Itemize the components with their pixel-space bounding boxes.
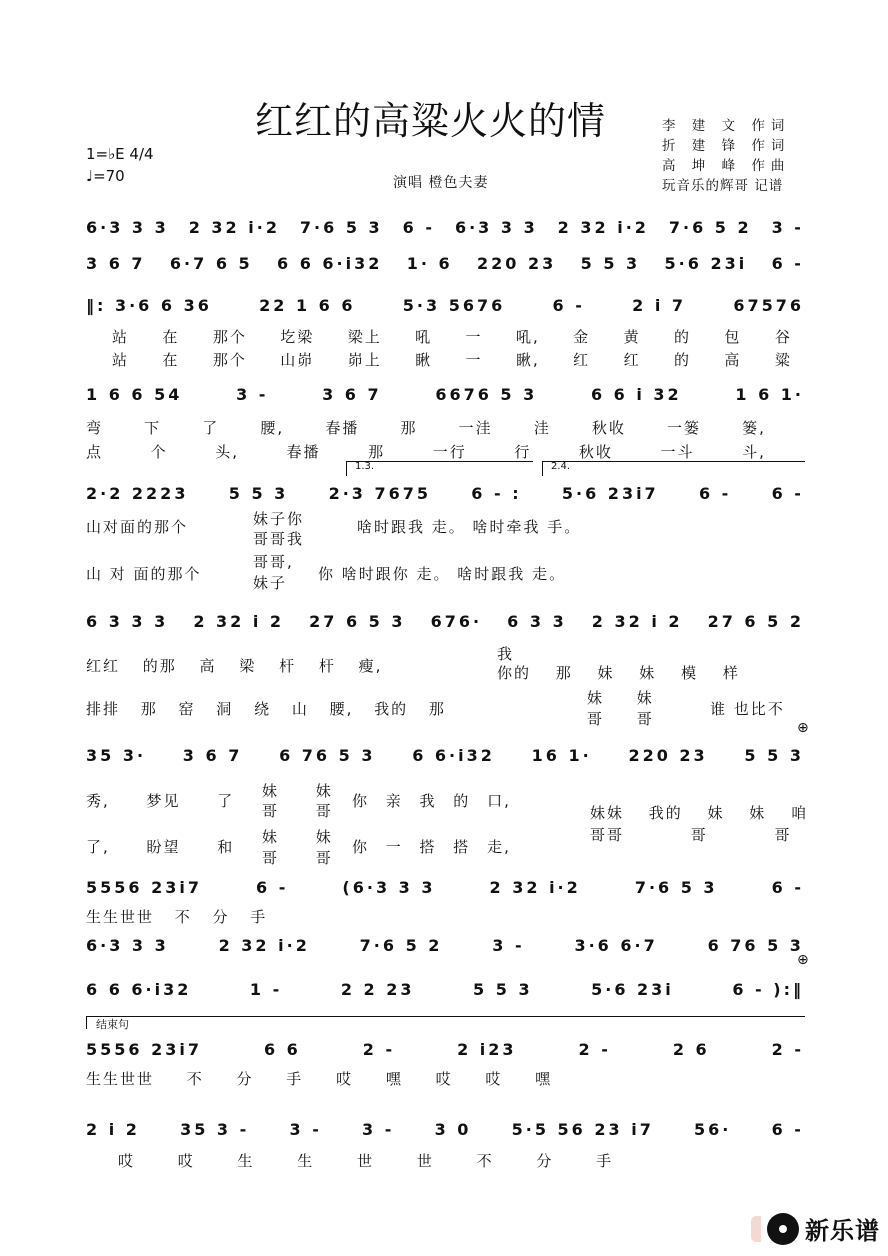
measure: 6 6 6·i32	[86, 980, 192, 999]
measure: 5·6 23i7	[561, 484, 659, 503]
lyric-row-12: 哎 哎 生 生 世 世 不 分 手	[118, 1152, 614, 1170]
measure: 3 6 7	[86, 254, 146, 273]
lyric-row-7-b: 妹 妹	[262, 782, 333, 800]
measure: 2 32 i·2	[489, 878, 581, 897]
measure: 56·	[694, 1120, 732, 1139]
measure: 6 3 3 3	[86, 612, 169, 631]
measure: 6 -	[771, 254, 804, 273]
lyric-row-5-g: 妹子	[253, 574, 288, 592]
measure: 3 0	[434, 1120, 472, 1139]
measure: 2 -	[362, 1040, 396, 1059]
measure: 6·3 3 3	[86, 936, 169, 955]
measure: 2 6	[672, 1040, 710, 1059]
staff-row-3	[86, 296, 804, 320]
measure: ‖: 3·6 6 36	[86, 296, 212, 315]
coda-icon: ⊕	[797, 720, 809, 736]
measure: 3·6 6·7	[574, 936, 658, 955]
lyric-row-3-verse-1: 站 在 那个 圪梁 梁上 吼 一 吼, 金 黄 的 包 谷	[112, 328, 792, 346]
measure: 220 23	[628, 746, 708, 765]
measure: 1 6 6 54	[86, 385, 183, 404]
measure: 6 3 3	[507, 612, 567, 631]
record-disc-icon	[767, 1213, 799, 1245]
measure: 16 1·	[531, 746, 592, 765]
staff-row-10	[86, 980, 804, 1004]
logo-text: 新乐谱	[805, 1217, 880, 1245]
measure: 6·7 6 5	[169, 254, 253, 273]
measure: 2·3 7675	[328, 484, 432, 503]
staff-row-12	[86, 1120, 804, 1144]
measure: 5·6 23i	[664, 254, 748, 273]
measure: 35 3 -	[180, 1120, 250, 1139]
lyric-row-7-g: 哥 哥	[262, 849, 333, 867]
staff-row-7	[86, 746, 804, 770]
measure: 67576	[733, 296, 804, 315]
site-logo	[751, 1211, 880, 1246]
volta-2: 2.4.	[542, 461, 805, 476]
measure: 6 -	[552, 296, 585, 315]
singer-credit: 演唱 橙色夫妻	[393, 175, 489, 191]
measure: 6 76 5 3	[279, 746, 376, 765]
measure: 3 -	[771, 218, 804, 237]
lyric-row-7-f: 妹 妹	[262, 828, 333, 846]
lyric-row-7-j: 哥哥 哥 哥	[590, 826, 792, 844]
measure: 6·3 3 3	[86, 218, 169, 237]
measure: 676·	[430, 612, 483, 631]
staff-row-9	[86, 936, 804, 960]
measure: 3 -	[492, 936, 525, 955]
lyric-row-6-e: 妹 妹	[587, 689, 654, 707]
lyric-row-7-c: 哥 哥	[262, 802, 333, 820]
credit-composer: 高 坤 峰 作曲	[662, 158, 791, 174]
staff-row-5	[86, 484, 804, 508]
lyric-row-5-d: 啥时跟我 走。 啥时牵我 手。	[357, 518, 582, 536]
measure: 5 5 3	[473, 980, 533, 999]
lyric-row-5-b: 妹子你	[253, 510, 305, 528]
staff-row-6	[86, 612, 804, 636]
lyric-row-11: 生生世世 不 分 手 哎 嘿 哎 哎 嘿	[86, 1070, 553, 1088]
lyric-row-8: 生生世世 不 分 手	[86, 908, 268, 926]
measure: 2 32 i·2	[188, 218, 280, 237]
staff-row-8	[86, 878, 804, 902]
measure: 6 76 5 3	[707, 936, 804, 955]
measure: 6 -	[771, 484, 804, 503]
staff-row-1	[86, 218, 804, 242]
measure: 22 1 6 6	[259, 296, 356, 315]
measure: 6 -	[771, 1120, 804, 1139]
measure: 3 -	[236, 385, 269, 404]
lyric-row-5-f: 哥哥,	[253, 553, 294, 571]
lyric-row-3-verse-2: 站 在 那个 山峁 峁上 瞅 一 瞅, 红 红 的 高 粱	[112, 351, 792, 369]
measure: 5 5 3	[228, 484, 289, 503]
measure: 6 6 i 32	[590, 385, 682, 404]
lyric-row-5-c: 哥哥我	[253, 530, 305, 548]
measure: 3 6 7	[322, 385, 382, 404]
staff-row-11	[86, 1040, 804, 1064]
measure: 3 6 7	[182, 746, 243, 765]
measure: 5556 23i7	[86, 1040, 202, 1059]
tempo-marking: ♩=70	[86, 167, 125, 185]
logo-accent	[751, 1216, 761, 1242]
ending-label: 结束句	[96, 1018, 129, 1031]
measure: 5 5 3	[580, 254, 641, 273]
measure: 6 - :	[471, 484, 522, 503]
measure: 2 32 i·2	[557, 218, 649, 237]
measure: 6 6	[263, 1040, 301, 1059]
measure: 1 -	[249, 980, 283, 999]
staff-row-4	[86, 385, 804, 409]
measure: 2 2 23	[340, 980, 415, 999]
volta-1: 1.3.	[346, 461, 533, 476]
measure: 6676 5 3	[435, 385, 538, 404]
measure: 5·6 23i	[591, 980, 674, 999]
measure: 6 -	[402, 218, 435, 237]
measure: 7·6 5 3	[634, 878, 718, 897]
lyric-row-6-g: 谁 也比不	[710, 700, 785, 718]
credit-lyricist-2: 折 建 锋 作词	[662, 138, 791, 154]
measure: 35 3·	[86, 746, 147, 765]
credits	[662, 116, 790, 196]
measure: 6 -	[771, 878, 804, 897]
measure: 6 -	[256, 878, 289, 897]
staff-row-2	[86, 254, 804, 278]
lyric-row-7-h: 你 一 搭 搭 走,	[352, 838, 511, 856]
measure: 2 -	[578, 1040, 611, 1059]
lyric-row-6-f: 哥 哥	[587, 710, 654, 728]
measure: 2 i 7	[632, 296, 687, 315]
measure: 2 i 2	[86, 1120, 140, 1139]
measure: 6·3 3 3	[454, 218, 538, 237]
lyric-row-5-h: 你 啥时跟你 走。 啥时跟我 走。	[318, 565, 567, 583]
measure: 27 6 5 2	[707, 612, 804, 631]
lyric-row-5-a: 山对面的那个	[86, 518, 189, 536]
measure: 2 32 i 2	[193, 612, 285, 631]
measure: 1 6 1·	[735, 385, 804, 404]
measure: 5556 23i7	[86, 878, 202, 897]
measure: 5 5 3	[744, 746, 804, 765]
ending-bracket	[86, 1016, 805, 1029]
lyric-row-6-d: 排排 那 窑 洞 绕 山 腰, 我的 那	[86, 700, 446, 718]
lyric-row-7-a: 秀, 梦见 了	[86, 792, 235, 810]
measure: 7·6 5 2	[668, 218, 752, 237]
credit-lyricist-1: 李 建 文 作词	[662, 118, 791, 134]
lyric-row-6-b: 我	[497, 645, 515, 663]
measure: 5·5 56 23 i7	[511, 1120, 654, 1139]
song-title: 红红的高粱火火的情	[255, 99, 607, 143]
measure: 220 23	[477, 254, 557, 273]
measure: 2 32 i 2	[591, 612, 683, 631]
credit-transcriber: 玩音乐的辉哥 记谱	[662, 178, 784, 194]
measure: 3 -	[362, 1120, 395, 1139]
key-signature: 1=♭E 4/4	[86, 145, 154, 163]
lyric-row-4-verse-2: 点 个 头, 春播 那 一行 行 秋收 一斗 斗,	[86, 443, 766, 461]
measure: 2·2 2223	[86, 484, 189, 503]
lyric-row-5-e: 山 对 面的那个	[86, 565, 202, 583]
measure: (6·3 3 3	[342, 878, 436, 897]
measure: 2 32 i·2	[218, 936, 310, 955]
measure: 7·6 5 3	[299, 218, 383, 237]
lyric-row-7-d: 你 亲 我 的 口,	[352, 792, 511, 810]
measure: 6 -	[698, 484, 732, 503]
lyric-row-6-a: 红红 的那 高 梁 杆 杆 瘦,	[86, 657, 383, 675]
measure: 5·3 5676	[402, 296, 506, 315]
measure: 6 6 6·i32	[277, 254, 383, 273]
measure: 2 -	[771, 1040, 804, 1059]
measure: 2 i23	[457, 1040, 517, 1059]
lyric-row-6-c: 你的 那 妹 妹 模 样	[497, 664, 740, 682]
coda-icon: ⊕	[797, 952, 809, 968]
measure: 6 6·i32	[412, 746, 495, 765]
measure: 27 6 5 3	[309, 612, 406, 631]
lyric-row-4-verse-1: 弯 下 了 腰, 春播 那 一洼 洼 秋收 一篓 篓,	[86, 419, 766, 437]
measure: 6 - ):‖	[732, 980, 804, 999]
lyric-row-7-i: 妹妹 我的 妹 妹 咱	[590, 804, 809, 822]
measure: 7·6 5 2	[359, 936, 443, 955]
lyric-row-7-e: 了, 盼望 和	[86, 838, 235, 856]
measure: 1· 6	[406, 254, 453, 273]
measure: 3 -	[289, 1120, 322, 1139]
